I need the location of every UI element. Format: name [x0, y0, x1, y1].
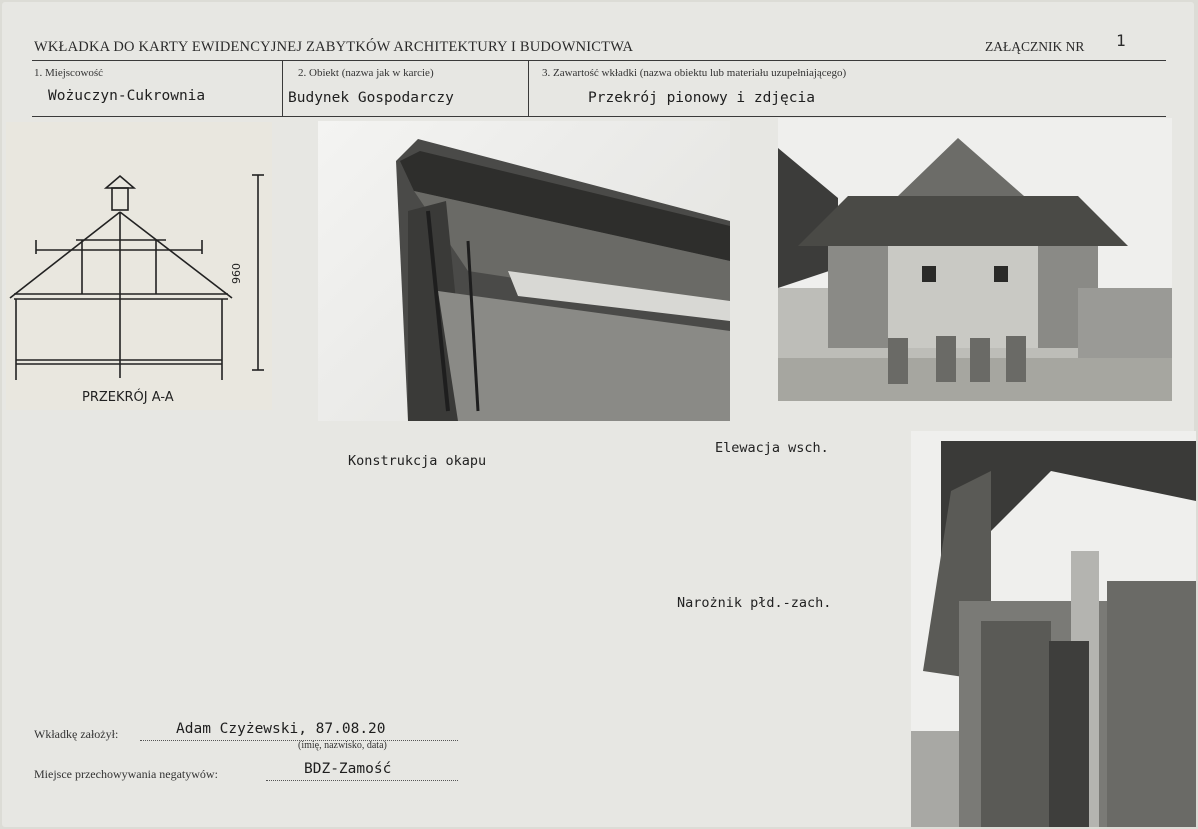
card-title: WKŁADKA DO KARTY EWIDENCYJNEJ ZABYTKÓW ARCHITEKTURY I BUDOWNICTWA: [34, 39, 634, 55]
storage-dotted-line: [266, 780, 458, 781]
photo-sw-corner: [911, 431, 1196, 827]
cross-section-drawing: [6, 122, 272, 410]
dimension-label: 960: [230, 263, 243, 284]
author-value: Adam Czyżewski, 87.08.20: [176, 721, 386, 737]
field-divider-1: [282, 60, 283, 116]
author-label: Wkładkę założył:: [34, 727, 119, 741]
eaves-image: [318, 121, 730, 421]
field-value-locality: Wożuczyn-Cukrownia: [48, 88, 206, 104]
field-value-object: Budynek Gospodarczy: [288, 90, 454, 106]
elevation-image: [778, 118, 1172, 401]
attachment-number: 1: [1116, 31, 1126, 50]
field-value-contents: Przekrój pionowy i zdjęcia: [588, 90, 815, 106]
caption-east-elevation: Elewacja wsch.: [715, 440, 829, 456]
field-label-locality: 1. Miejscowość: [34, 67, 104, 79]
header-rule-bottom: [32, 116, 1166, 117]
caption-eaves: Konstrukcja okapu: [348, 453, 487, 469]
author-hint: (imię, nazwisko, data): [298, 740, 387, 751]
field-label-object: 2. Obiekt (nazwa jak w karcie): [298, 67, 434, 79]
storage-label: Miejsce przechowywania negatywów:: [34, 767, 218, 781]
photo-east-elevation: [778, 118, 1172, 401]
storage-value: BDZ-Zamość: [304, 761, 392, 777]
corner-image: [911, 431, 1196, 827]
field-label-contents: 3. Zawartość wkładki (nazwa obiektu lub materiału uzupełniającego): [542, 67, 847, 79]
attachment-label: ZAŁĄCZNIK NR: [985, 39, 1085, 54]
caption-sw-corner: Narożnik płd.-zach.: [677, 595, 832, 611]
header-rule-top: [32, 60, 1166, 61]
field-divider-2: [528, 60, 529, 116]
section-caption: PRZEKRÓJ A-A: [82, 390, 174, 405]
photo-eaves-construction: [318, 121, 730, 421]
